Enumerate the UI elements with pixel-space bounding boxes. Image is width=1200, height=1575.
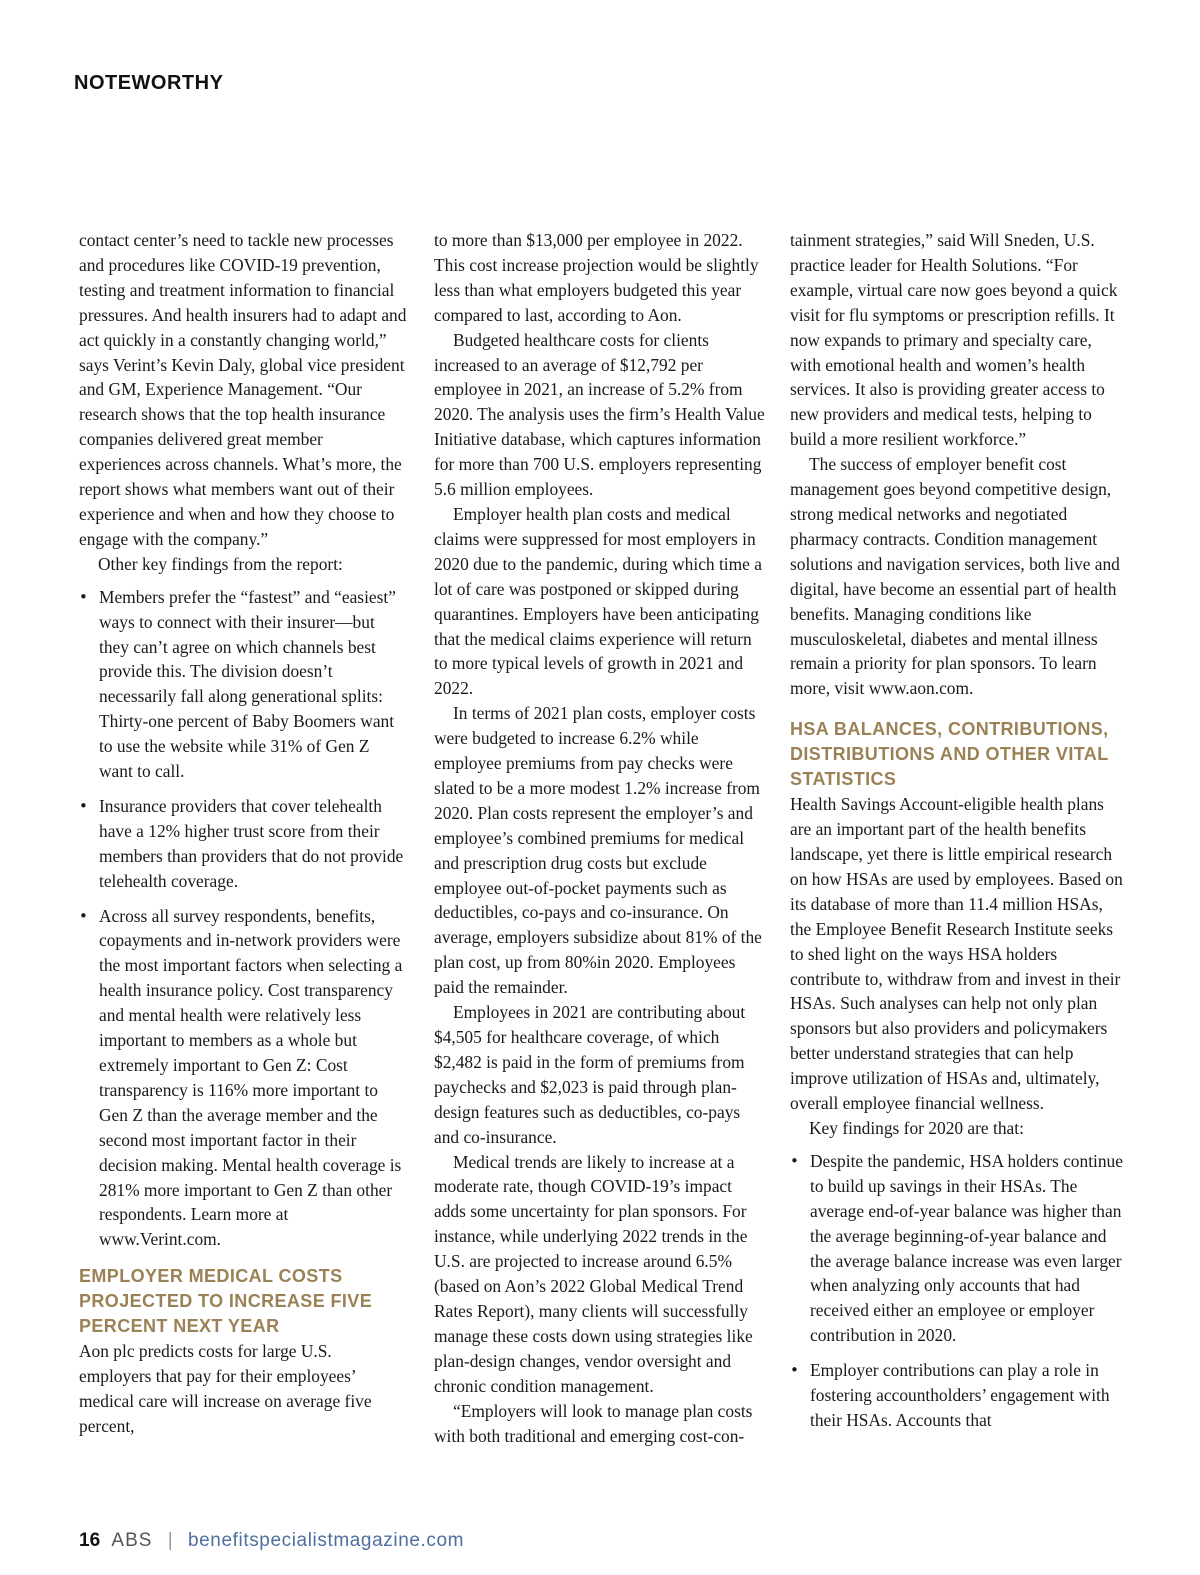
section-label: NOTEWORTHY xyxy=(74,72,224,94)
paragraph: tainment strategies,” said Will Sneden, U.S. practice leader for Health Solutions. “For example, virtual care now goes beyond a quick visit for flu symptoms or prescription refills. It now expands to primary and specialty care, with emotional health and women’s health services. It also is providing greater access to new providers and medical tests, helping to build a more resilient workforce.” xyxy=(790,230,1118,450)
page-number: 16 xyxy=(79,1530,101,1551)
paragraph: Key findings for 2020 are that: xyxy=(809,1118,1024,1138)
section-heading: HSA BALANCES, CONTRIBUTIONS, DISTRIBUTIONS AND OTHER VITAL STATISTICS xyxy=(790,719,1109,790)
paragraph: Aon plc predicts costs for large U.S. employers that pay for their employees’ medical care will increase on average five percent, xyxy=(79,1341,372,1436)
article-column-3 xyxy=(790,228,1124,1443)
list-item: • Despite the pandemic, HSA holders continue to build up savings in their HSAs. The average end-of-year balance was higher than the average beginning-of-year balance and the average balance increase was even larger when analyzing only accounts that had received either an employee or employer contribution in 2020. xyxy=(810,1149,1124,1348)
paragraph: The success of employer benefit cost management goes beyond competitive design, strong medical networks and negotiated pharmacy contracts. Condition management solutions and navigation services, both live and digital, have become an essential part of health benefits. Managing conditions like musculoskeletal, diabetes and mental illness remain a priority for plan sponsors. To learn more, visit www.aon.com. xyxy=(790,454,1120,699)
paragraph: to more than $13,000 per employee in 2022. This cost increase projection would be slightly less than what employers budgeted this year compared to last, according to Aon. xyxy=(434,230,759,325)
website-link[interactable]: benefitspecialistmagazine.com xyxy=(187,1530,465,1551)
paragraph: Employer health plan costs and medical claims were suppressed for most employers in 2020 due to the pandemic, during which time a lot of care was postponed or skipped during quarantines. Employers have been anticipating that the medical claims experience will return to more typical levels of growth in 2021 and 2022. xyxy=(434,503,762,699)
paragraph: Budgeted healthcare costs for clients increased to an average of $12,792 per employee in 2021, an increase of 5.2% from 2020. The analysis uses the firm’s Health Value Initiative database, which captures information for more than 700 U.S. employers representing 5.6 million employees. xyxy=(434,329,765,500)
paragraph: Health Savings Account-eligible health plans are an important part of the health benefits landscape, yet there is little empirical research on how HSAs are used by employees. Based on its database of more than 11.4 million HSAs, the Employee Benefit Research Institute seeks to shed light on the ways HSA holders contribute to, withdraw from and invest in their HSAs. Such analyses can help not only plan sponsors but also providers and policymakers better understand strategies that can help improve utilization of HSAs and, ultimately, overall employee financial wellness. xyxy=(790,794,1123,1114)
list-item: • Across all survey respondents, benefits, copayments and in-network providers were the most important factors when selecting a health insurance policy. Cost transparency and mental health were relatively less important to members as a whole but extremely important to Gen Z: Cost transparency is 116% more important to Gen Z than the average member and the second most important factor in their decision making. Mental health coverage is 281% more important to Gen Z than other respondents. Learn more at www.Verint.com. xyxy=(99,904,407,1253)
paragraph: Medical trends are likely to increase at a moderate rate, though COVID-19’s impact adds some uncertainty for plan sponsors. For instance, while underlying 2022 trends in the U.S. are projected to increase around 6.5% (based on Aon’s 2022 Global Medical Trend Rates Report), many clients will successfully manage these costs down using strategies like plan-design changes, vendor oversight and chronic condition management. xyxy=(434,1151,753,1396)
paragraph: In terms of 2021 plan costs, employer costs were budgeted to increase 6.2% while employee premiums from pay checks were slated to be a more modest 1.2% increase from 2020. Plan costs represent the employer’s and employee’s combined premiums for medical and prescription drug costs but exclude employee out-of-pocket payments such as deductibles, co-pays and co-insurance. On average, employers subsidize about 81% of the plan cost, up from 80%in 2020. Employees paid the remainder. xyxy=(434,703,762,998)
footer-separator: | xyxy=(167,1530,173,1551)
list-item: • Insurance providers that cover telehealth have a 12% higher trust score from their members than providers that do not provide telehealth coverage. xyxy=(99,794,407,894)
magazine-name: ABS xyxy=(111,1530,153,1551)
list-item: • Members prefer the “fastest” and “easiest” ways to connect with their insurer—but they can’t agree on which channels best provide this. The division doesn’t necessarily fall along generational splits: Thirty-one percent of Baby Boomers want to use the website while 31% of Gen Z want to call. xyxy=(99,585,407,784)
paragraph: “Employers will look to manage plan costs with both traditional and emerging cost-con- xyxy=(434,1400,753,1446)
findings-list xyxy=(790,1149,1124,1433)
list-item: • Employer contributions can play a role in fostering accountholders’ engagement with their HSAs. Accounts that xyxy=(810,1358,1124,1433)
paragraph: Employees in 2021 are contributing about $4,505 for healthcare coverage, of which $2,482 is paid in the form of premiums from paychecks and $2,023 is paid through plan-design features such as deductibles, co-pays and co-insurance. xyxy=(434,1002,746,1147)
page-footer xyxy=(79,1530,464,1552)
article-column-2 xyxy=(434,228,768,1448)
article-column-1 xyxy=(79,228,407,1439)
findings-list xyxy=(79,585,407,1253)
paragraph: Other key findings from the report: xyxy=(98,553,343,574)
paragraph: contact center’s need to tackle new processes and procedures like COVID-19 prevention, testing and treatment information to financial pressures. And health insurers had to adapt and act quickly in a constantly changing world,” says Verint’s Kevin Daly, global vice president and GM, Experience Management. “Our research shows that the top health insurance companies delivered great member experiences across channels. What’s more, the report shows what members want out of their experience and when and how they choose to engage with the company.” xyxy=(79,230,407,549)
section-heading: EMPLOYER MEDICAL COSTS PROJECTED TO INCREASE FIVE PERCENT NEXT YEAR xyxy=(79,1266,373,1337)
